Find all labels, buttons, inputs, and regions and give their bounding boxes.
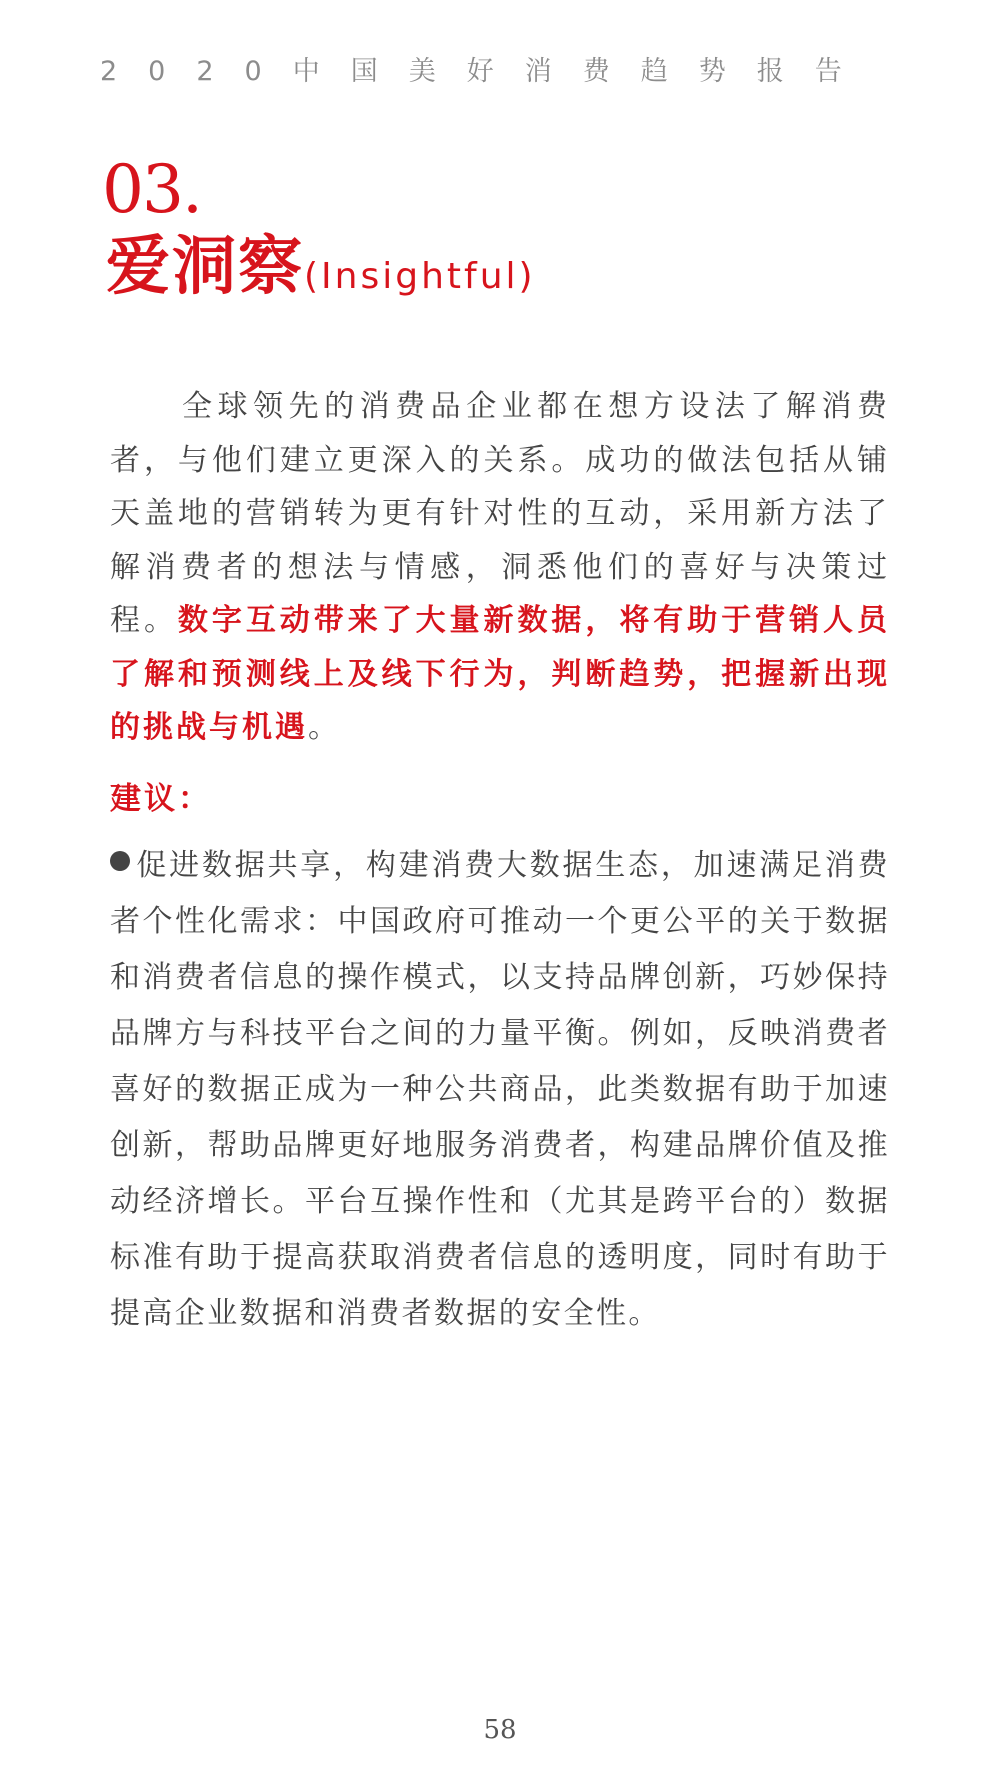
intro-end-punctuation: 。 bbox=[308, 710, 341, 745]
section-title-cn: 爱洞察 bbox=[106, 229, 304, 304]
intro-highlight-text: 数字互动带来了大量新数据，将有助于营销人员了解和预测线上及线下行为，判断趋势，把握新出现的挑战与机遇 bbox=[110, 603, 891, 745]
section-number: 03. bbox=[102, 151, 201, 228]
intro-text: 全球领先的消费品企业都在想方设法了解消费者，与他们建立更深入的关系。成功的做法包括从铺天盖地的营销转为更有针对性的互动，采用新方法了解消费者的想法与情感，洞悉他们的喜好与决策过程。 bbox=[110, 389, 890, 638]
recommendation-item bbox=[110, 838, 890, 1342]
section-title-en: (Insightful) bbox=[304, 256, 536, 297]
recommendations-label: 建议： bbox=[110, 781, 212, 817]
section-heading bbox=[106, 225, 536, 325]
report-header-title: 2020中国美好消费趋势报告 bbox=[100, 56, 873, 87]
recommendation-text: 促进数据共享，构建消费大数据生态，加速满足消费者个性化需求：中国政府可推动一个更公平的关于数据和消费者信息的操作模式，以支持品牌创新，巧妙保持品牌方与科技平台之间的力量平衡。例如，反映消费者喜好的数据正成为一种公共商品，此类数据有助于加速创新，帮助品牌更好地服务消费者，构建品牌价值及推动经济增长。平台互操作性和（尤其是跨平台的）数据标准有助于提高获取消费者信息的透明度，同时有助于提高企业数据和消费者数据的安全性。 bbox=[110, 848, 890, 1331]
page-number: 58 bbox=[483, 1715, 517, 1745]
intro-paragraph bbox=[110, 380, 890, 755]
bullet-dot-icon bbox=[110, 851, 130, 871]
